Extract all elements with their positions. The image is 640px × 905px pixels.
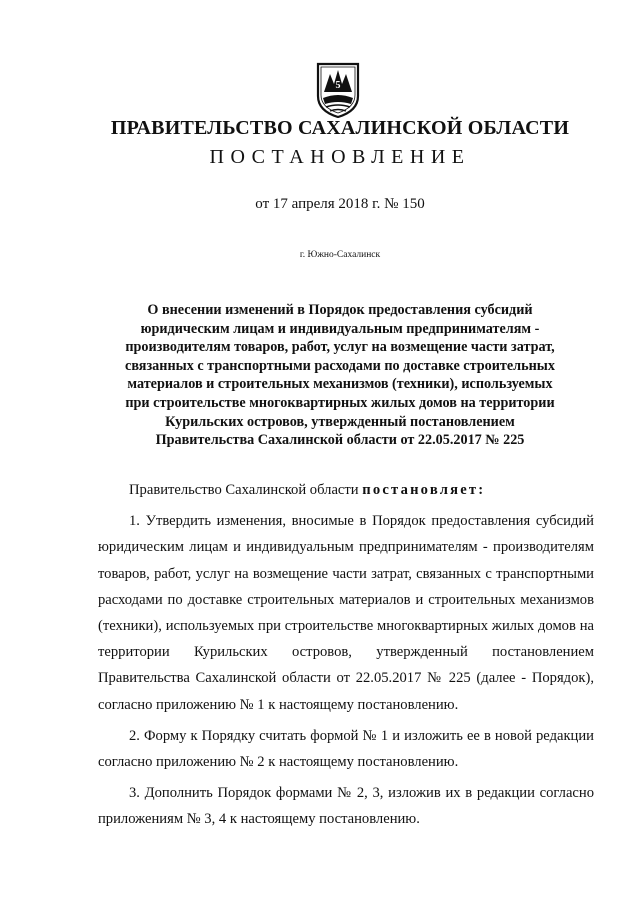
subject-line: юридическим лицам и индивидуальным предпринимателям - — [140, 320, 540, 337]
government-title: ПРАВИТЕЛЬСТВО САХАЛИНСКОЙ ОБЛАСТИ — [110, 117, 570, 139]
subject-line: материалов и строительных механизмов (техники), используемых — [127, 376, 553, 393]
document-city: г. Южно-Сахалинск — [299, 250, 381, 260]
preamble-paragraph — [98, 477, 594, 503]
sakhalin-coat-of-arms-icon — [316, 62, 360, 118]
preamble-text: Правительство Сахалинской области — [129, 482, 363, 498]
preamble-keyword: постановляет: — [362, 482, 486, 498]
document-date-number: от 17 апреля 2018 г. № 150 — [255, 196, 425, 212]
subject-line: связанных с транспортными расходами по доставке строительных — [125, 357, 555, 374]
subject-line: производителям товаров, работ, услуг на возмещение части затрат, — [125, 339, 555, 356]
body-paragraph: 3. Дополнить Порядок формами № 2, 3, изложив их в редакции согласно приложениям № 3, 4 к настоящему постановлению. — [98, 785, 594, 828]
subject-line: О внесении изменений в Порядок предоставления субсидий — [147, 302, 533, 318]
document-body — [98, 477, 594, 838]
body-paragraph: 2. Форму к Порядку считать формой № 1 и изложить ее в новой редакции согласно приложению № 2 к настоящему постановлению. — [98, 727, 594, 771]
document-type: ПОСТАНОВЛЕНИЕ — [209, 146, 471, 168]
document-subject — [116, 301, 564, 450]
subject-line: Правительства Сахалинской области от 22.05.2017 № 225 — [155, 432, 525, 449]
subject-line: Курильских островов, утвержденный постановлением — [165, 413, 515, 430]
body-paragraph: 1. Утвердить изменения, вносимые в Порядок предоставления субсидий юридическим лицам и индивидуальным предпринимателям - производителям товаров, работ, услуг на возмещение части затрат, связанных с транспортными расходами по доставке строительных материалов и строительных механизмов (техники), используемых при строительстве многоквартирных жилых домов на территории Курильских островов, утвержденный постановлением Правительства Сахалинской области от 22.05.2017 № 225 (далее - Порядок), согласно приложению № 1 к настоящему постановлению. — [98, 513, 594, 713]
subject-line: при строительстве многоквартирных жилых домов на территории — [125, 394, 555, 411]
svg-text:5: 5 — [335, 80, 341, 91]
